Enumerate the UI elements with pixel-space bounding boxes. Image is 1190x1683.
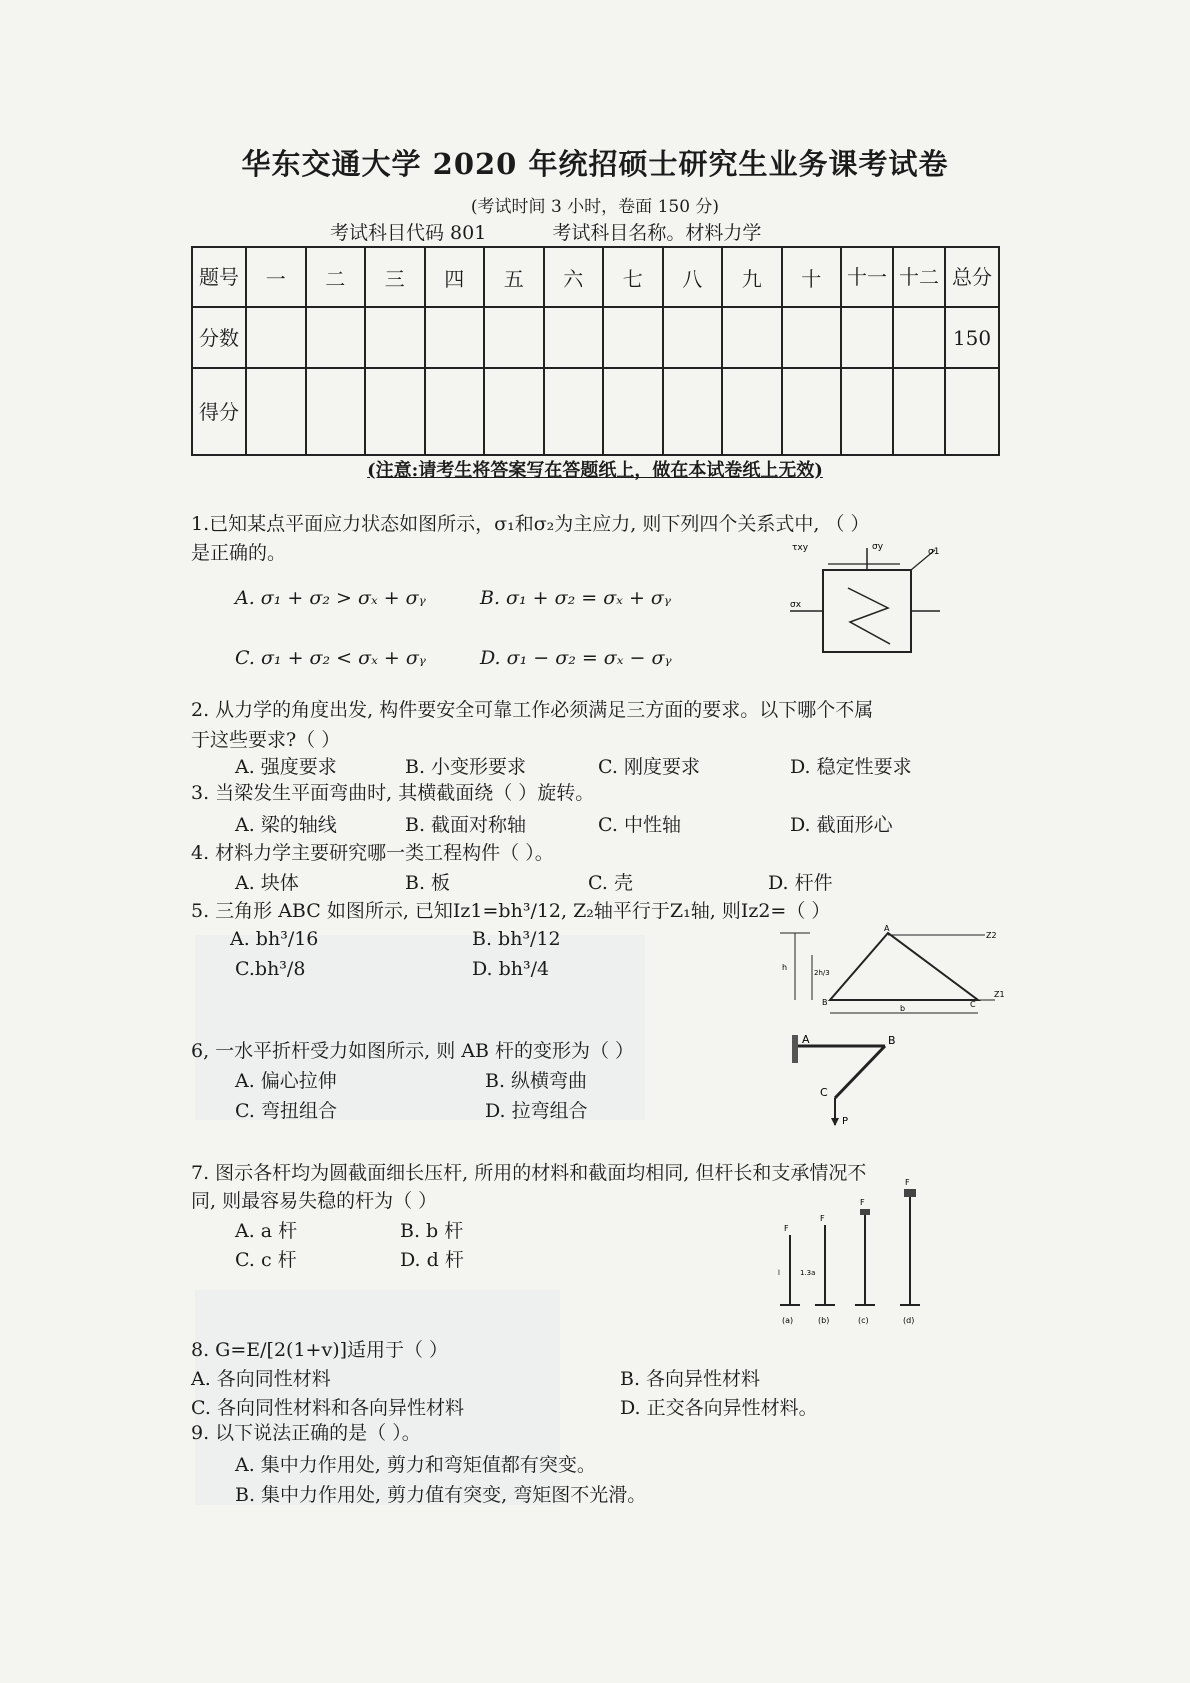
score-table-header-row: [192, 247, 999, 307]
question-3-stem: 3. 当梁发生平面弯曲时, 其横截面绕（ ）旋转。: [191, 782, 595, 804]
column-a-label: (a): [782, 1316, 794, 1325]
length-l-label: l: [778, 1269, 780, 1277]
subject-code: 考试科目代码 801: [330, 222, 487, 244]
question-6-option-a[interactable]: A. 偏心拉伸: [235, 1070, 337, 1092]
points-cell: [544, 307, 604, 368]
points-cell: [893, 307, 945, 368]
column-label: 二: [306, 247, 366, 307]
column-label: 五: [484, 247, 544, 307]
column-label: 十: [782, 247, 842, 307]
points-cell: [782, 307, 842, 368]
question-9-option-b[interactable]: B. 集中力作用处, 剪力值有突变, 弯矩图不光滑。: [235, 1484, 647, 1506]
question-1-option-a[interactable]: A. σ₁ + σ₂ > σₓ + σᵧ: [235, 587, 426, 609]
points-cell: [365, 307, 425, 368]
question-7-option-b[interactable]: B. b 杆: [400, 1220, 464, 1242]
height-label: h: [782, 963, 788, 972]
score-cell[interactable]: [484, 368, 544, 455]
question-5-option-a[interactable]: A. bh³/16: [230, 928, 319, 950]
column-d-force: F: [905, 1178, 910, 1187]
question-6-option-d[interactable]: D. 拉弯组合: [485, 1100, 588, 1122]
score-cell[interactable]: [663, 368, 723, 455]
column-label: 六: [544, 247, 604, 307]
question-9-option-a[interactable]: A. 集中力作用处, 剪力和弯矩值都有突变。: [235, 1454, 596, 1476]
question-5-option-b[interactable]: B. bh³/12: [472, 928, 561, 950]
question-3-option-c[interactable]: C. 中性轴: [598, 814, 681, 836]
question-4-option-b[interactable]: B. 板: [405, 872, 451, 894]
question-1-stem-cont: 是正确的。: [191, 542, 287, 564]
question-7-stem: 7. 图示各杆均为圆截面细长压杆, 所用的材料和截面均相同, 但杆长和支承情况不: [191, 1162, 867, 1184]
question-3-option-a[interactable]: A. 梁的轴线: [235, 814, 337, 836]
score-cell[interactable]: [603, 368, 663, 455]
score-table-points-row: [192, 307, 999, 368]
exam-title: 华东交通大学 2020 年统招硕士研究生业务课考试卷: [241, 147, 949, 181]
question-7-option-d[interactable]: D. d 杆: [400, 1249, 464, 1271]
column-c-force: F: [860, 1198, 865, 1207]
z1-axis-label: Z1: [994, 990, 1005, 999]
sigma-y-label: σy: [872, 542, 884, 552]
two-thirds-height-label: 2h/3: [814, 969, 830, 977]
row-label: 得分: [192, 368, 246, 455]
score-cell[interactable]: [722, 368, 782, 455]
question-1-option-d[interactable]: D. σ₁ − σ₂ = σₓ − σᵧ: [480, 647, 672, 669]
stress-element-figure: [790, 540, 950, 660]
score-cell[interactable]: [841, 368, 893, 455]
point-a-label: A: [802, 1033, 810, 1046]
score-cell[interactable]: [306, 368, 366, 455]
score-cell[interactable]: [782, 368, 842, 455]
question-8-option-c[interactable]: C. 各向同性材料和各向异性材料: [191, 1397, 464, 1419]
sigma-x-label: σx: [790, 600, 802, 610]
question-7-option-c[interactable]: C. c 杆: [235, 1249, 297, 1271]
question-4-stem: 4. 材料力学主要研究哪一类工程构件（ ）。: [191, 842, 554, 864]
column-label: 总分: [945, 247, 999, 307]
column-c-label: (c): [858, 1316, 869, 1325]
score-cell[interactable]: [893, 368, 945, 455]
column-label: 七: [603, 247, 663, 307]
question-6-stem: 6, 一水平折杆受力如图所示, 则 AB 杆的变形为（ ）: [191, 1040, 635, 1062]
points-cell: [722, 307, 782, 368]
length-1-3a-label: 1.3a: [800, 1269, 816, 1277]
column-label: 十一: [841, 247, 893, 307]
score-table-obtained-row: [192, 368, 999, 455]
load-p-label: P: [842, 1116, 849, 1127]
triangle-figure: [770, 925, 1005, 1030]
question-1-option-b[interactable]: B. σ₁ + σ₂ = σₓ + σᵧ: [480, 587, 672, 609]
question-8-stem: 8. G=E/[2(1+v)]适用于（ ）: [191, 1339, 449, 1361]
points-cell: [841, 307, 893, 368]
question-2-option-b[interactable]: B. 小变形要求: [405, 756, 527, 778]
question-4-option-c[interactable]: C. 壳: [588, 872, 633, 894]
points-cell: [663, 307, 723, 368]
points-cell: [603, 307, 663, 368]
question-4-option-a[interactable]: A. 块体: [235, 872, 299, 894]
question-6-option-c[interactable]: C. 弯扭组合: [235, 1100, 337, 1122]
question-9-stem: 9. 以下说法正确的是（ ）。: [191, 1422, 421, 1444]
column-label: 一: [246, 247, 306, 307]
question-8-option-b[interactable]: B. 各向异性材料: [620, 1368, 761, 1390]
question-6-option-b[interactable]: B. 纵横弯曲: [485, 1070, 588, 1092]
question-5-stem: 5. 三角形 ABC 如图所示, 已知Iz1=bh³/12, Z₂轴平行于Z₁轴, 则Iz2=（ ）: [191, 900, 831, 922]
question-4-option-d[interactable]: D. 杆件: [768, 872, 833, 894]
question-2-option-a[interactable]: A. 强度要求: [235, 756, 337, 778]
subject-name: 考试科目名称。材料力学: [552, 222, 762, 244]
question-5-option-d[interactable]: D. bh³/4: [472, 958, 550, 980]
score-cell[interactable]: [544, 368, 604, 455]
question-3-option-d[interactable]: D. 截面形心: [790, 814, 893, 836]
row-label: 分数: [192, 307, 246, 368]
column-label: 八: [663, 247, 723, 307]
column-label: 四: [425, 247, 485, 307]
question-7-option-a[interactable]: A. a 杆: [235, 1220, 298, 1242]
point-c-label: C: [820, 1086, 828, 1099]
points-cell: [306, 307, 366, 368]
question-2-stem-cont: 于这些要求?（ ）: [191, 729, 341, 751]
column-label: 十二: [893, 247, 945, 307]
question-7-stem-cont: 同, 则最容易失稳的杆为（ ）: [191, 1190, 438, 1212]
points-cell: [425, 307, 485, 368]
tau-xy-label: τxy: [792, 543, 809, 553]
base-label: b: [900, 1004, 906, 1013]
column-label: 三: [365, 247, 425, 307]
point-b-label: B: [888, 1034, 896, 1047]
score-cell[interactable]: [246, 368, 306, 455]
bent-bar-figure: [790, 1030, 920, 1130]
column-b-label: (b): [818, 1316, 830, 1325]
points-cell: [246, 307, 306, 368]
question-8-option-d[interactable]: D. 正交各向异性材料。: [620, 1397, 818, 1419]
vertex-b-label: B: [822, 998, 828, 1007]
column-d-label: (d): [903, 1316, 915, 1325]
question-2-stem: 2. 从力学的角度出发, 构件要安全可靠工作必须满足三方面的要求。以下哪个不属: [191, 699, 874, 721]
column-a-force: F: [784, 1224, 789, 1233]
vertex-c-label: C: [970, 1000, 976, 1009]
score-cell[interactable]: [425, 368, 485, 455]
question-2-option-d[interactable]: D. 稳定性要求: [790, 756, 912, 778]
question-5-option-c[interactable]: C.bh³/8: [235, 958, 306, 980]
question-2-option-c[interactable]: C. 刚度要求: [598, 756, 700, 778]
row-label: 题号: [192, 247, 246, 307]
question-1-option-c[interactable]: C. σ₁ + σ₂ < σₓ + σᵧ: [235, 647, 426, 669]
column-b-force: F: [820, 1214, 825, 1223]
exam-note: (注意:请考生将答案写在答题纸上，做在本试卷纸上无效): [367, 460, 823, 481]
columns-figure: [770, 1175, 970, 1335]
score-cell[interactable]: [945, 368, 999, 455]
sigma-1-label: σ1: [928, 547, 940, 557]
question-3-option-b[interactable]: B. 截面对称轴: [405, 814, 527, 836]
score-table: [191, 246, 1000, 456]
total-points-cell: 150: [945, 307, 999, 368]
question-1-stem: 1.已知某点平面应力状态如图所示，σ₁和σ₂为主应力, 则下列四个关系式中, （ ）: [191, 513, 870, 535]
column-label: 九: [722, 247, 782, 307]
vertex-a-label: A: [884, 925, 890, 933]
exam-subtitle: (考试时间 3 小时，卷面 150 分): [470, 197, 720, 217]
points-cell: [484, 307, 544, 368]
subject-line: [330, 218, 821, 245]
question-8-option-a[interactable]: A. 各向同性材料: [191, 1368, 331, 1390]
score-cell[interactable]: [365, 368, 425, 455]
z2-axis-label: Z2: [986, 931, 997, 940]
